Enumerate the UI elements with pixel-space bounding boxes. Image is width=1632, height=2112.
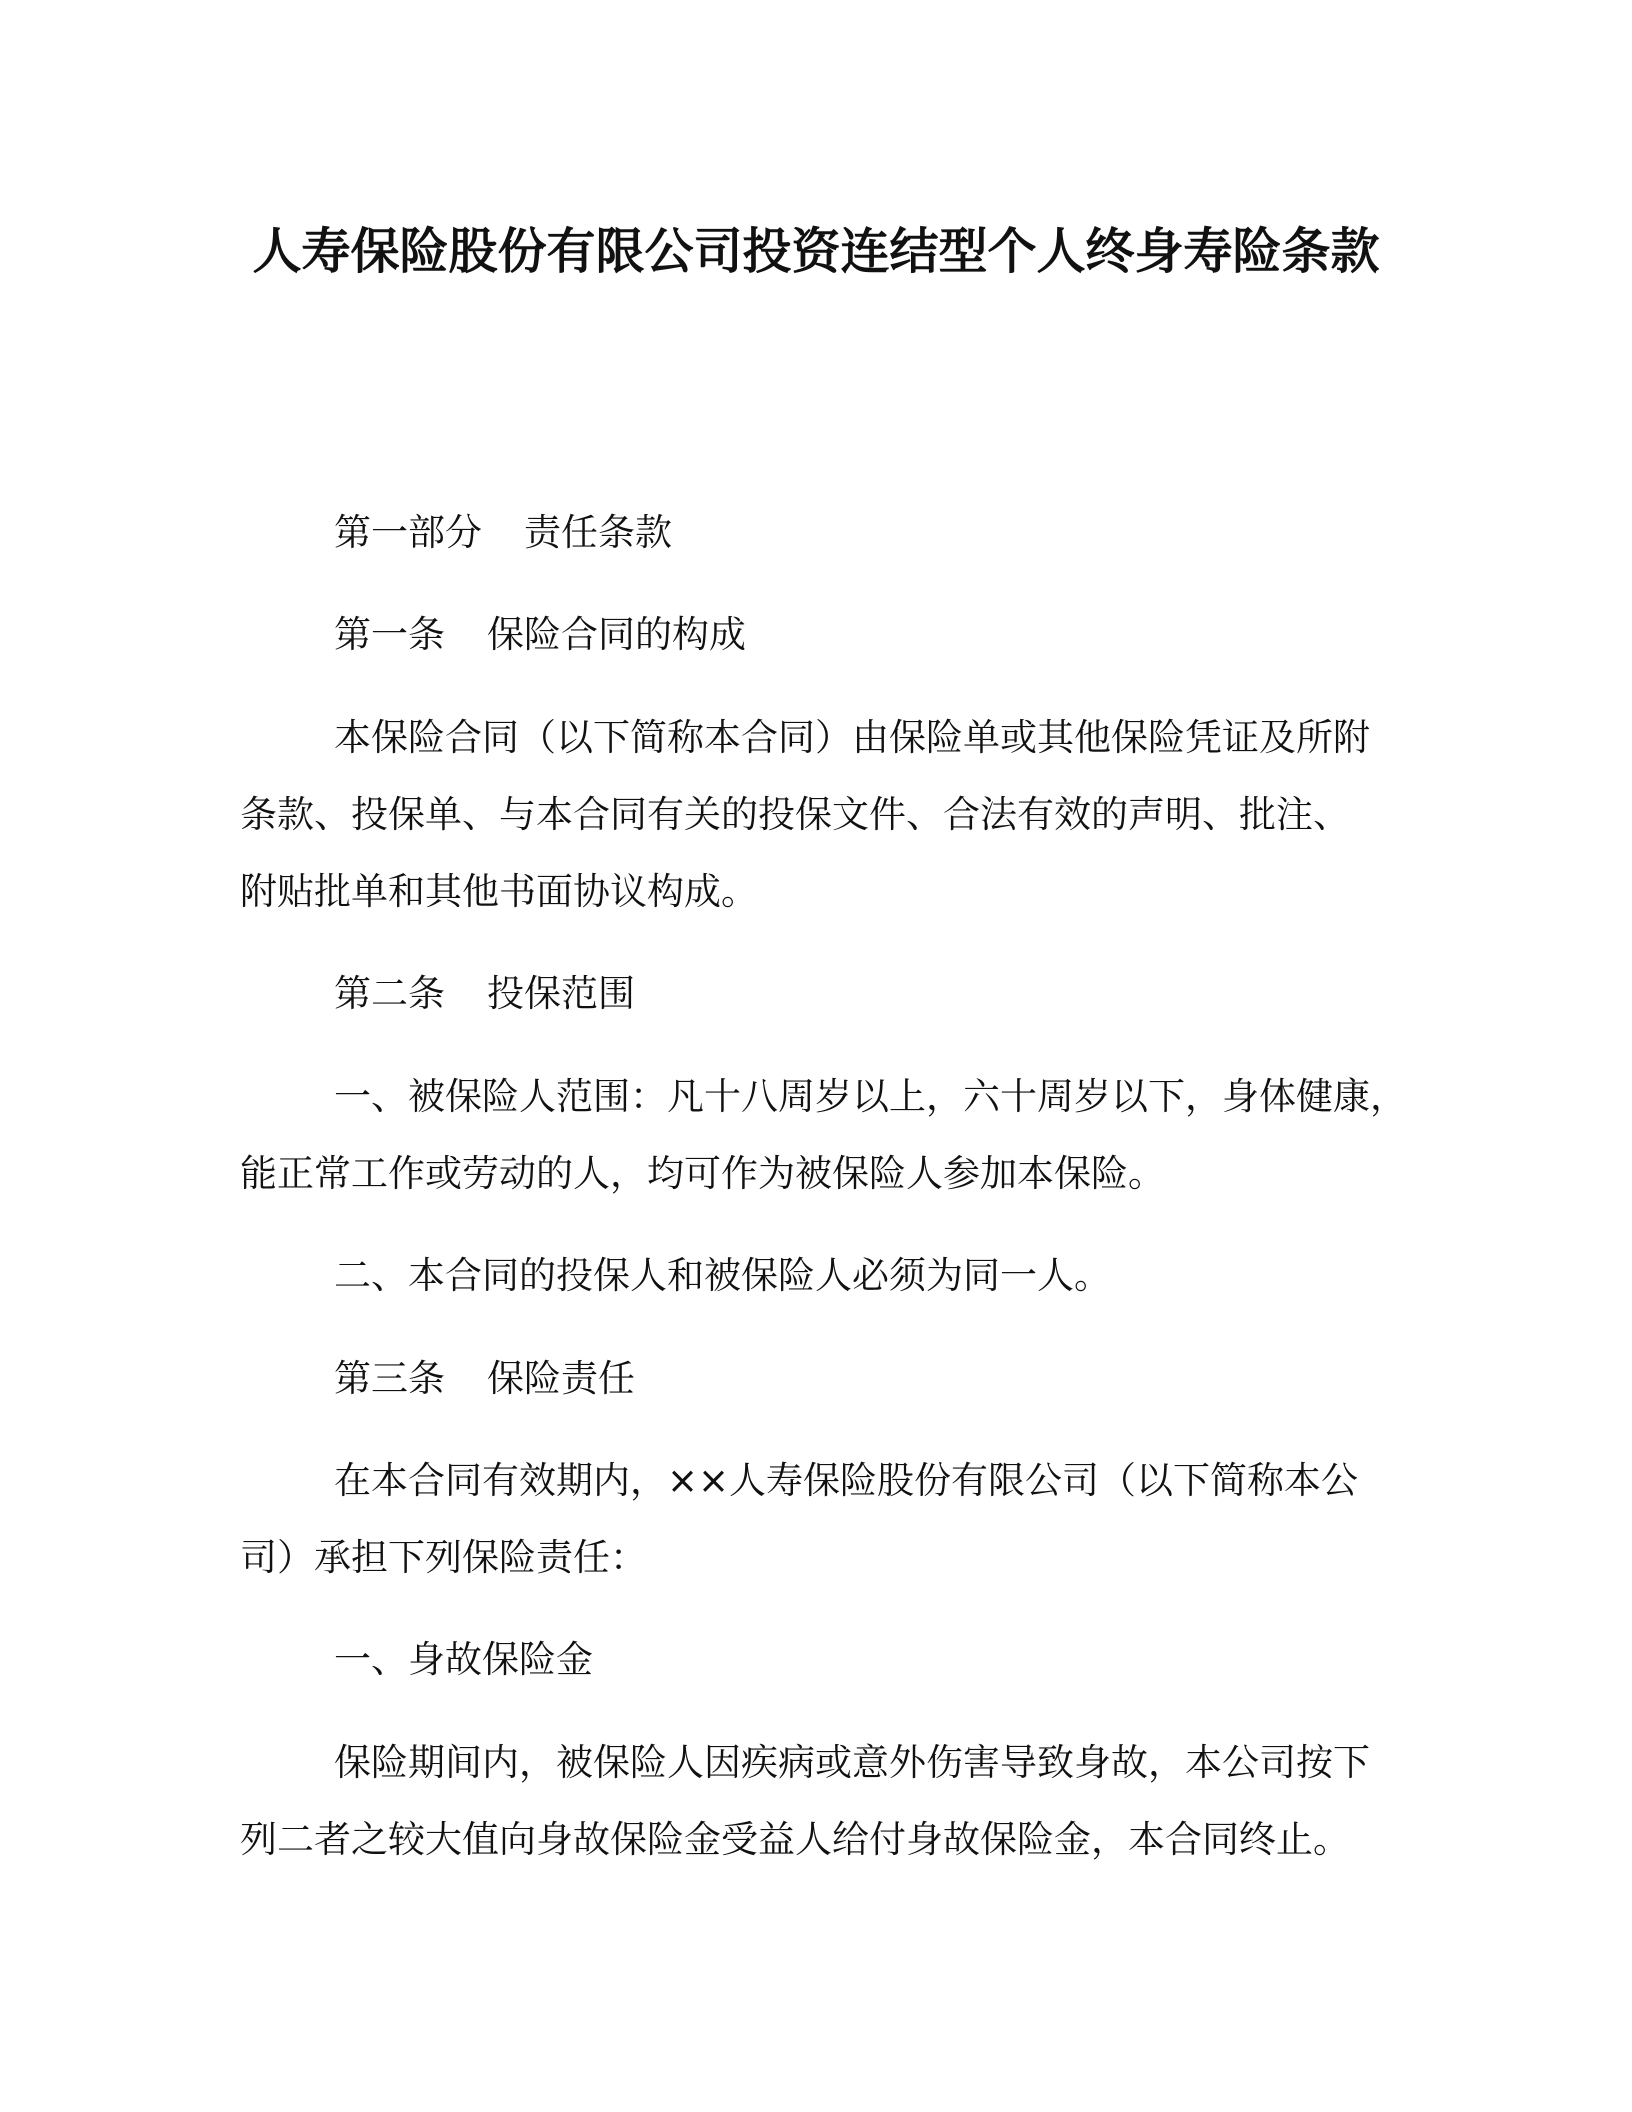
article-1-label: 第一条: [334, 613, 445, 656]
death-benefit-heading: 一、身故保险金: [334, 1638, 593, 1681]
article-3-title: 保险责任: [487, 1357, 635, 1400]
death-benefit-line-1: 保险期间内，被保险人因疾病或意外伤害导致身故，本公司按下: [334, 1741, 1370, 1784]
article-1-heading: [334, 596, 746, 673]
article-2-heading: [334, 955, 635, 1032]
article-3-label: 第三条: [334, 1357, 445, 1400]
article-1-line-3: 附贴批单和其他书面协议构成。: [240, 870, 758, 913]
article-3-intro-line-2: 司）承担下列保险责任：: [240, 1536, 647, 1579]
article-2-label: 第二条: [334, 972, 445, 1015]
article-2-title: 投保范围: [487, 972, 635, 1015]
article-3-intro-line-1: 在本合同有效期内，××人寿保险股份有限公司（以下简称本公: [334, 1459, 1359, 1502]
article-1-line-1: 本保险合同（以下简称本合同）由保险单或其他保险凭证及所附: [334, 716, 1370, 759]
document-title: 人寿保险股份有限公司投资连结型个人终身寿险条款: [252, 223, 1380, 280]
article-2-item-1-line-1: 一、被保险人范围：凡十八周岁以上，六十周岁以下，身体健康，: [334, 1075, 1407, 1118]
article-3-heading: [334, 1340, 635, 1417]
part-heading: [334, 494, 672, 571]
article-1-title: 保险合同的构成: [487, 613, 746, 656]
article-1-line-2: 条款、投保单、与本合同有关的投保文件、合法有效的声明、批注、: [240, 793, 1350, 836]
part-heading-label: 第一部分: [334, 511, 482, 554]
part-heading-text: 责任条款: [524, 511, 672, 554]
article-2-item-2: 二、本合同的投保人和被保险人必须为同一人。: [334, 1254, 1111, 1297]
death-benefit-line-2: 列二者之较大值向身故保险金受益人给付身故保险金，本合同终止。: [240, 1818, 1350, 1861]
article-2-item-1-line-2: 能正常工作或劳动的人，均可作为被保险人参加本保险。: [240, 1152, 1165, 1195]
